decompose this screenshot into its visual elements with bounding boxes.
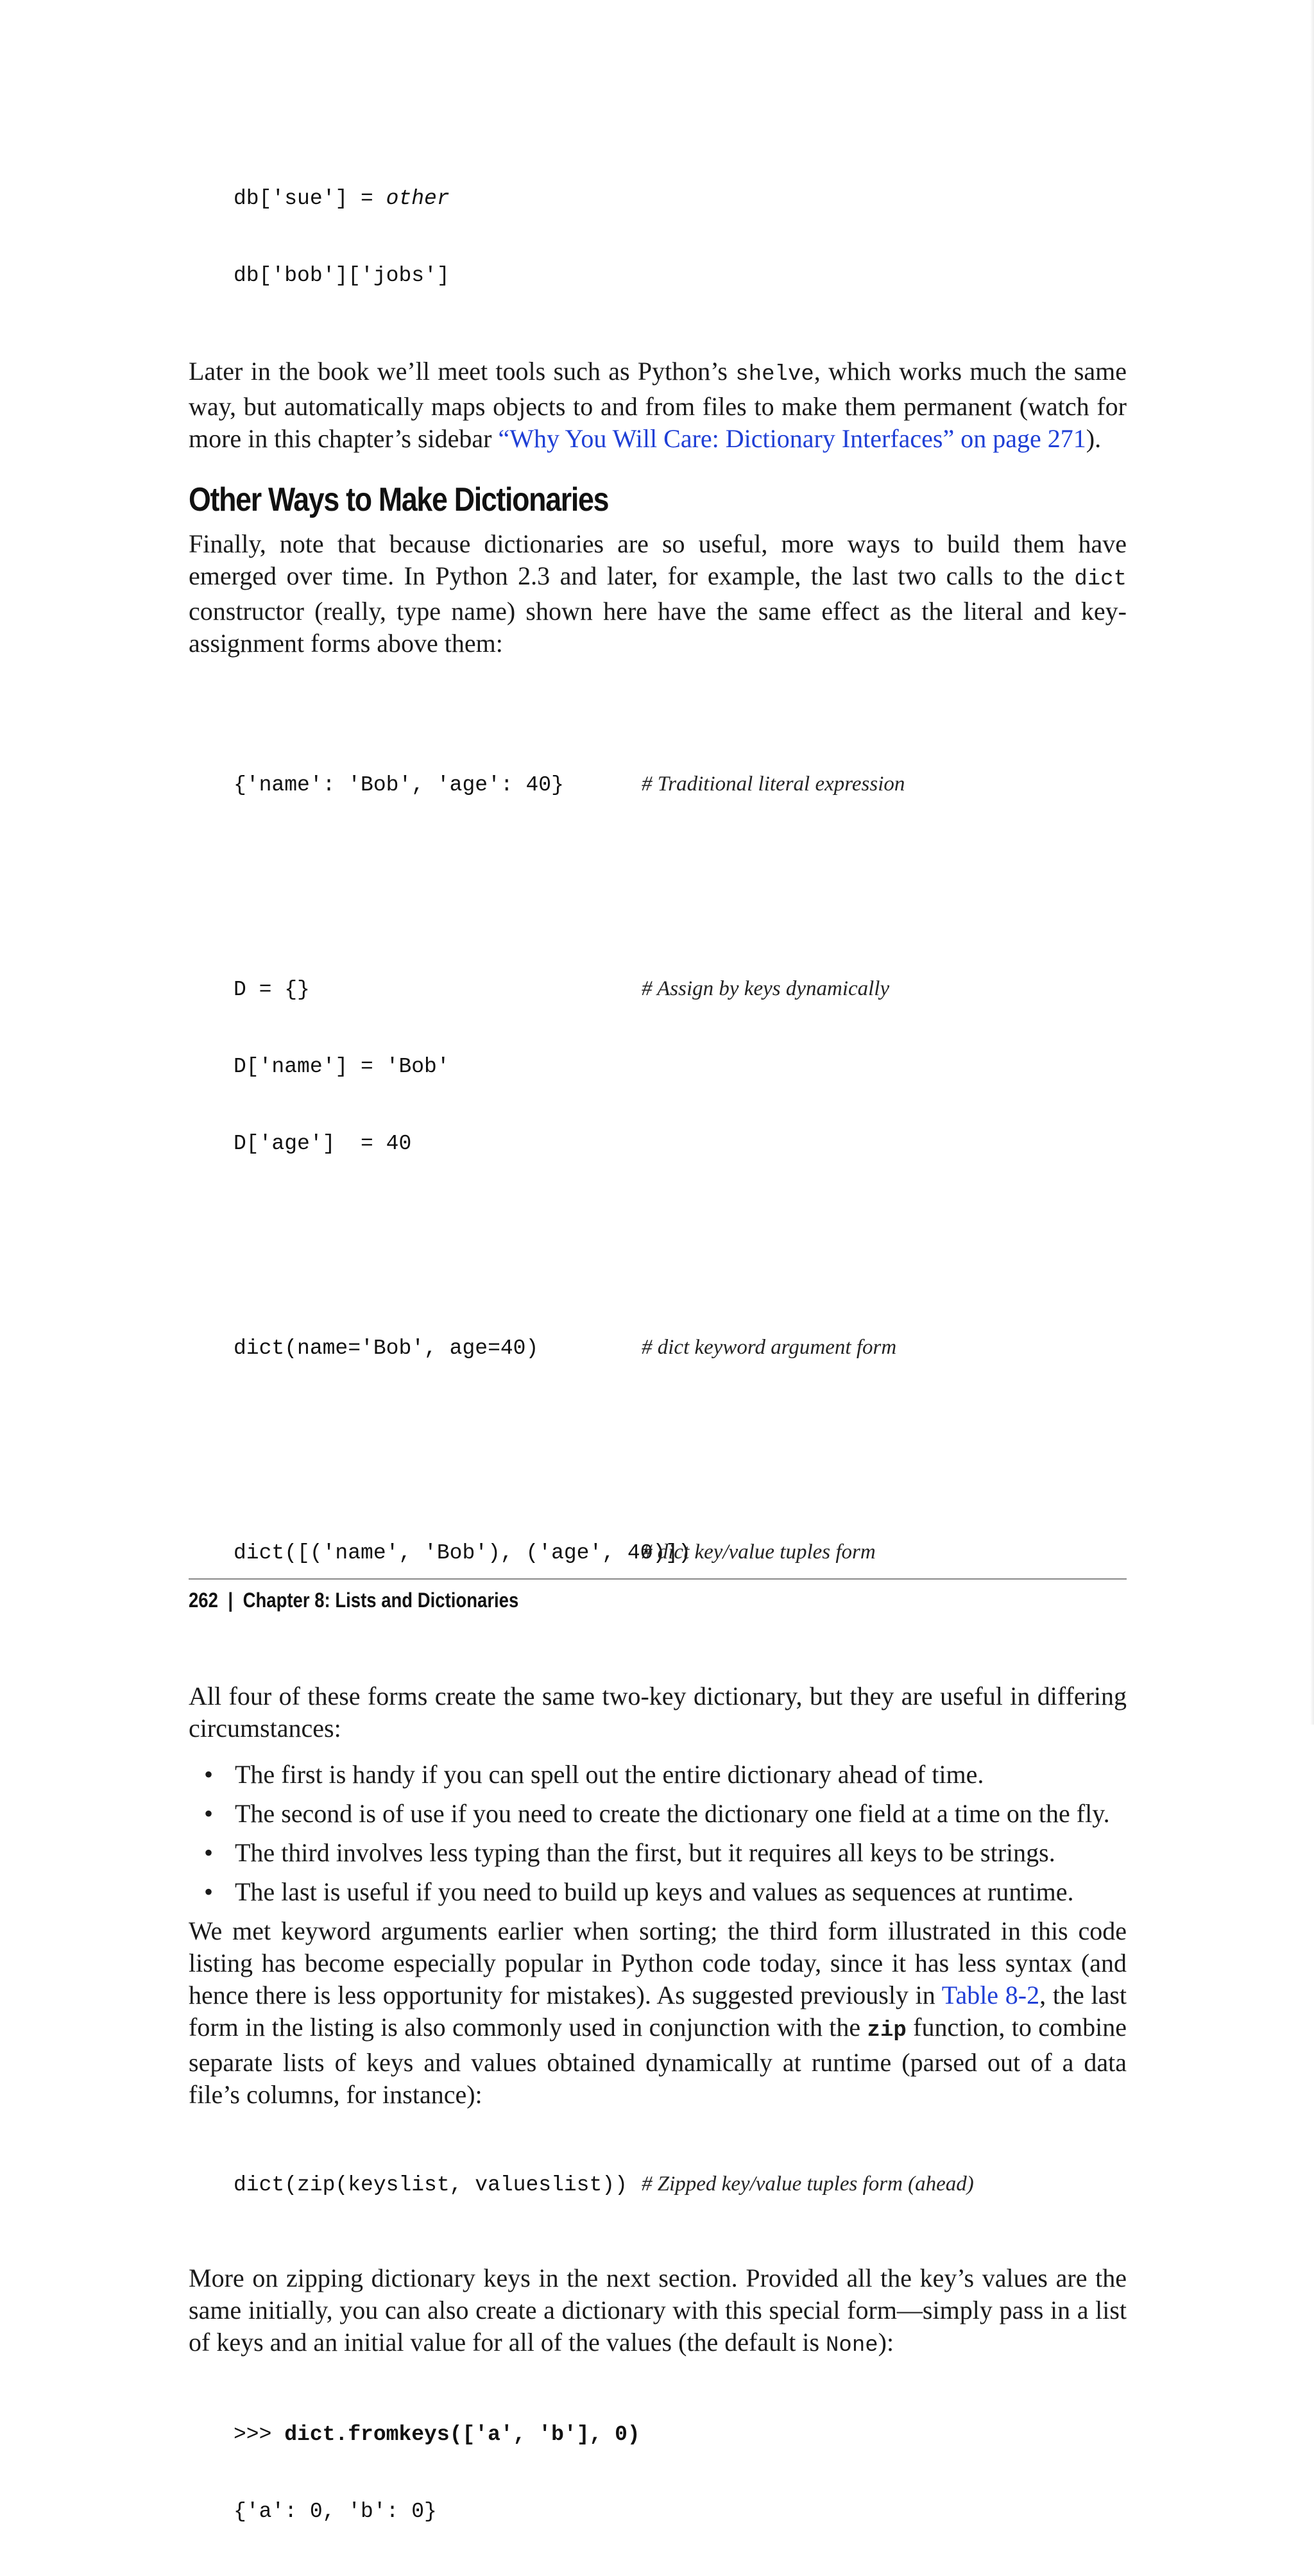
page-content — [189, 135, 1127, 2576]
footer-separator: | — [228, 1589, 234, 1612]
text-span: ). — [1086, 424, 1102, 453]
list-item — [189, 1876, 1127, 1908]
code-row — [234, 1335, 1127, 1361]
listing-group — [234, 720, 1127, 849]
text-span: We met keyword arguments earlier when sorting; the third form illustrated in this code listing has become especially popular in Python code today, since it has less syntax (and hence there is less opportunity for mistakes). As suggested previously in — [189, 1916, 1127, 2009]
text-span: ): — [878, 2328, 894, 2357]
paragraph-fromkeys — [189, 2262, 1127, 2362]
list-item — [189, 1837, 1127, 1869]
bullet-icon: • — [204, 1799, 214, 1828]
text-span: Later in the book we’ll meet tools such as Python’s — [189, 357, 736, 386]
code-input: dict.fromkeys(['a', 'b'], 0) — [284, 2423, 640, 2446]
code-comment: # dict key/value tuples form — [642, 1540, 876, 1564]
page-footer — [189, 1589, 518, 1612]
code-text: {'name': 'Bob', 'age': 40} — [234, 773, 564, 797]
paragraph-intro — [189, 528, 1127, 660]
code-line: {'a': 0, 'b': 0} — [234, 2500, 437, 2523]
sidebar-link[interactable]: “Why You Will Care: Dictionary Interfaces” on page 271 — [498, 424, 1086, 453]
top-code-block — [234, 135, 1127, 340]
code-comment: # Zipped key/value tuples form (ahead) — [642, 2172, 974, 2196]
chapter-title: Chapter 8: Lists and Dictionaries — [243, 1589, 519, 1612]
inline-code: zip — [867, 2018, 907, 2043]
code-row — [234, 1131, 1127, 1157]
listing-group — [234, 1283, 1127, 1413]
paragraph-four-forms: All four of these forms create the same two-key dictionary, but they are useful in differing circumstances: — [189, 1682, 1127, 1743]
bullet-icon: • — [204, 1877, 214, 1906]
code-text: dict([('name', 'Bob'), ('age', 40)]) — [234, 1541, 691, 1565]
listing-group — [234, 925, 1127, 1208]
list-item — [189, 1798, 1127, 1830]
code-line — [234, 2422, 1127, 2448]
code-line: db['bob']['jobs'] — [234, 264, 450, 287]
code-line — [234, 186, 1127, 212]
inline-code: None — [826, 2333, 878, 2358]
forms-bullet-list — [189, 1759, 1127, 1908]
inline-code: shelve — [735, 363, 814, 387]
list-item-text: The last is useful if you need to build up keys and values as sequences at runtime. — [235, 1877, 1074, 1906]
table-link[interactable]: Table 8-2 — [941, 1981, 1040, 2009]
bullet-icon: • — [204, 1760, 214, 1789]
code-text: dict(zip(keyslist, valueslist)) — [234, 2173, 627, 2197]
list-item-text: The first is handy if you can spell out the entire dictionary ahead of time. — [235, 1760, 984, 1789]
code-prompt: >>> — [234, 2423, 285, 2446]
code-text: dict(name='Bob', age=40) — [234, 1336, 539, 1360]
footer-rule — [189, 1578, 1127, 1580]
zip-code-block — [234, 2120, 1127, 2249]
text-span: function, to combine separate lists of keys and values obtained dynamically at runtime (parsed out of a data file’s columns, for instance): — [189, 2013, 1127, 2109]
list-item-text: The third involves less typing than the first, but it requires all keys to be strings. — [235, 1838, 1055, 1867]
code-comment: # dict keyword argument form — [642, 1336, 897, 1359]
text-span: , which works much the same way, but automatically maps objects to and from files to make them permanent (watch for more in this chapter’s sidebar — [189, 357, 1127, 453]
code-row — [234, 771, 1127, 798]
text-span: , the last form in the listing is also commonly used in conjunction with the — [189, 1981, 1127, 2042]
code-variable: other — [386, 187, 450, 210]
section-heading: Other Ways to Make Dictionaries — [189, 481, 609, 518]
code-text: D['age'] = 40 — [234, 1132, 412, 1156]
bullet-icon: • — [204, 1838, 214, 1867]
code-row — [234, 1054, 1127, 1080]
paragraph-keyword-args — [189, 1915, 1127, 2111]
dict-forms-listing — [234, 669, 1127, 1669]
code-row — [234, 976, 1127, 1003]
code-text: db['sue'] = — [234, 187, 386, 210]
code-comment: # Traditional literal expression — [642, 772, 905, 796]
list-item — [189, 1759, 1127, 1791]
code-comment: # Assign by keys dynamically — [642, 977, 890, 1000]
page-edge-shadow — [1310, 0, 1314, 1725]
text-span: constructor (really, type name) shown here have the same effect as the literal and key-assignment forms above them: — [189, 597, 1127, 658]
code-text: D['name'] = 'Bob' — [234, 1055, 450, 1079]
code-row — [234, 2171, 1127, 2198]
inline-code: dict — [1074, 567, 1127, 592]
paragraph-shelve — [189, 355, 1127, 455]
page-number: 262 — [189, 1589, 218, 1612]
code-row — [234, 1539, 1127, 1566]
fromkeys-code-block — [234, 2371, 1127, 2576]
text-span: Finally, note that because dictionaries are so useful, more ways to build them have emerged over time. In Python 2.3 and later, for example, the last two calls to the — [189, 529, 1127, 590]
code-text: D = {} — [234, 978, 310, 1002]
text-span: More on zipping dictionary keys in the next section. Provided all the key’s values are the same initially, you can also create a dictionary with this special form—simply pass in a list of keys and an initial value for all of the values (the default is — [189, 2264, 1127, 2357]
list-item-text: The second is of use if you need to create the dictionary one field at a time on the fly. — [235, 1799, 1110, 1828]
